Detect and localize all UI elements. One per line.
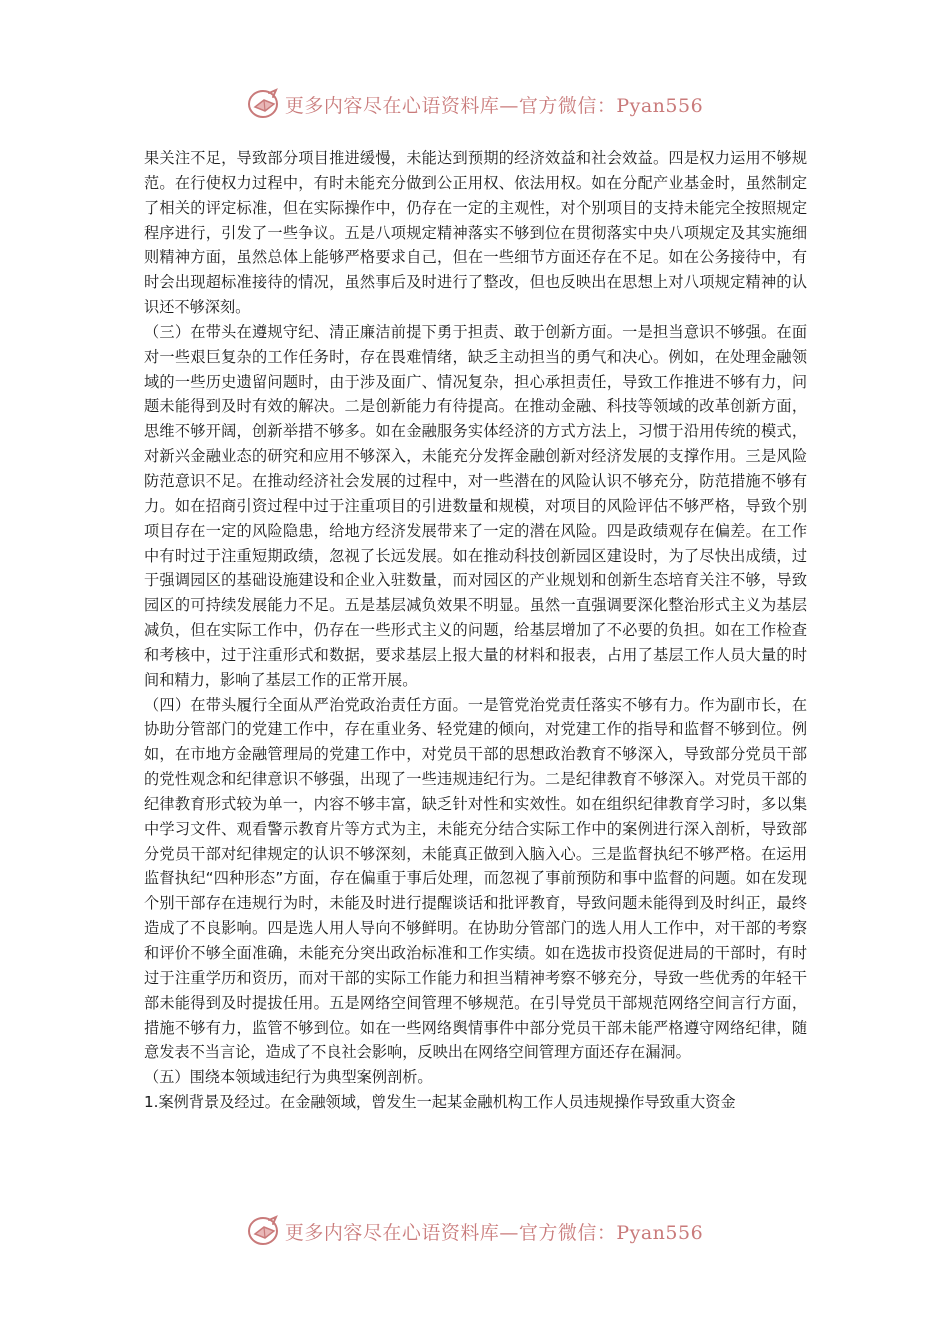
paragraph-case-background: 1.案例背景及经过。在金融领域，曾发生一起某金融机构工作人员违规操作导致重大资金 <box>144 1093 736 1112</box>
header-watermark-text: 更多内容尽在心语资料库—官方微信：Pyan556 <box>284 94 704 117</box>
paragraph-section-four: （四）在带头履行全面从严治党政治责任方面。一是管党治党责任落实不够有力。作为副市长，在协助分管部门的党建工作中，存在重业务、轻党建的倾向，对党建工作的指导和监督不够到位。例如，在市地方金融管理局的党建工作中，对党员干部的思想政治教育不够深入，导致部分党员干部的党性观念和纪律意识不够强，出现了一些违规违纪行为。二是纪律教育不够深入。对党员干部的纪律教育形式较为单一，内容不够丰富，缺乏针对性和实效性。如在组织纪律教育学习时，多以集中学习文件、观看警示教育片等方式为主，未能充分结合实际工作中的案例进行深入剖析，导致部分党员干部对纪律规定的认识不够深刻，未能真正做到入脑入心。三是监督执纪不够严格。在运用监督执纪“四种形态”方面，存在偏重于事后处理，而忽视了事前预防和事中监督的问题。如在发现个别干部存在违规行为时，未能及时进行提醒谈话和批评教育，导致问题未能得到及时纠正，最终造成了不良影响。四是选人用人导向不够鲜明。在协助分管部门的选人用人工作中，对干部的考察和评价不够全面准确，未能充分突出政治标准和工作实绩。如在选拔市投资促进局的干部时，有时过于注重学历和资历，而对干部的实际工作能力和担当精神考察不够充分，导致一些优秀的年轻干部未能得到及时提拔任用。五是网络空间管理不够规范。在引导党员干部规范网络空间言行方面，措施不够有力，监管不够到位。如在一些网络舆情事件中部分党员干部未能严格遵守网络纪律，随意发表不当言论，造成了不良社会影响，反映出在网络空间管理方面还存在漏洞。 <box>144 695 807 1062</box>
book-logo-icon <box>247 87 281 121</box>
footer-watermark-text: 更多内容尽在心语资料库—官方微信：Pyan556 <box>284 1221 704 1244</box>
header-watermark-banner <box>0 84 950 124</box>
document-body <box>144 146 807 1115</box>
book-logo-icon <box>247 1214 281 1248</box>
footer-watermark-banner <box>0 1211 950 1251</box>
paragraph-power-and-eight-rules: 果关注不足，导致部分项目推进缓慢，未能达到预期的经济效益和社会效益。四是权力运用不够规范。在行使权力过程中，有时未能充分做到公正用权、依法用权。如在分配产业基金时，虽然制定了相关的评定标准，但在实际操作中，仍存在一定的主观性，对个别项目的支持未能完全按照规定程序进行，引发了一些争议。五是八项规定精神落实不够到位在贯彻落实中央八项规定及其实施细则精神方面，虽然总体上能够严格要求自己，但在一些细节方面还存在不足。如在公务接待中，有时会出现超标准接待的情况，虽然事后及时进行了整改，但也反映出在思想上对八项规定精神的认识还不够深刻。 <box>144 149 807 317</box>
paragraph-section-five-heading: （五）围绕本领域违纪行为典型案例剖析。 <box>144 1068 433 1087</box>
paragraph-section-three: （三）在带头在遵规守纪、清正廉洁前提下勇于担责、敢于创新方面。一是担当意识不够强。在面对一些艰巨复杂的工作任务时，存在畏难情绪，缺乏主动担当的勇气和决心。例如，在处理金融领域的一些历史遗留问题时，由于涉及面广、情况复杂，担心承担责任，导致工作推进不够有力，问题未能得到及时有效的解决。二是创新能力有待提高。在推动金融、科技等领域的改革创新方面，思维不够开阔，创新举措不够多。如在金融服务实体经济的方式方法上，习惯于沿用传统的模式，对新兴金融业态的研究和应用不够深入，未能充分发挥金融创新对经济发展的支撑作用。三是风险防范意识不足。在推动经济社会发展的过程中，对一些潜在的风险认识不够充分，防范措施不够有力。如在招商引资过程中过于注重项目的引进数量和规模，对项目的风险评估不够严格，导致个别项目存在一定的风险隐患，给地方经济发展带来了一定的潜在风险。四是政绩观存在偏差。在工作中有时过于注重短期政绩，忽视了长远发展。如在推动科技创新园区建设时，为了尽快出成绩，过于强调园区的基础设施建设和企业入驻数量，而对园区的产业规划和创新生态培育关注不够，导致园区的可持续发展能力不足。五是基层减负效果不明显。虽然一直强调要深化整治形式主义为基层减负，但在实际工作中，仍存在一些形式主义的问题，给基层增加了不必要的负担。如在工作检查和考核中，过于注重形式和数据，要求基层上报大量的材料和报表，占用了基层工作人员大量的时间和精力，影响了基层工作的正常开展。 <box>144 322 807 689</box>
